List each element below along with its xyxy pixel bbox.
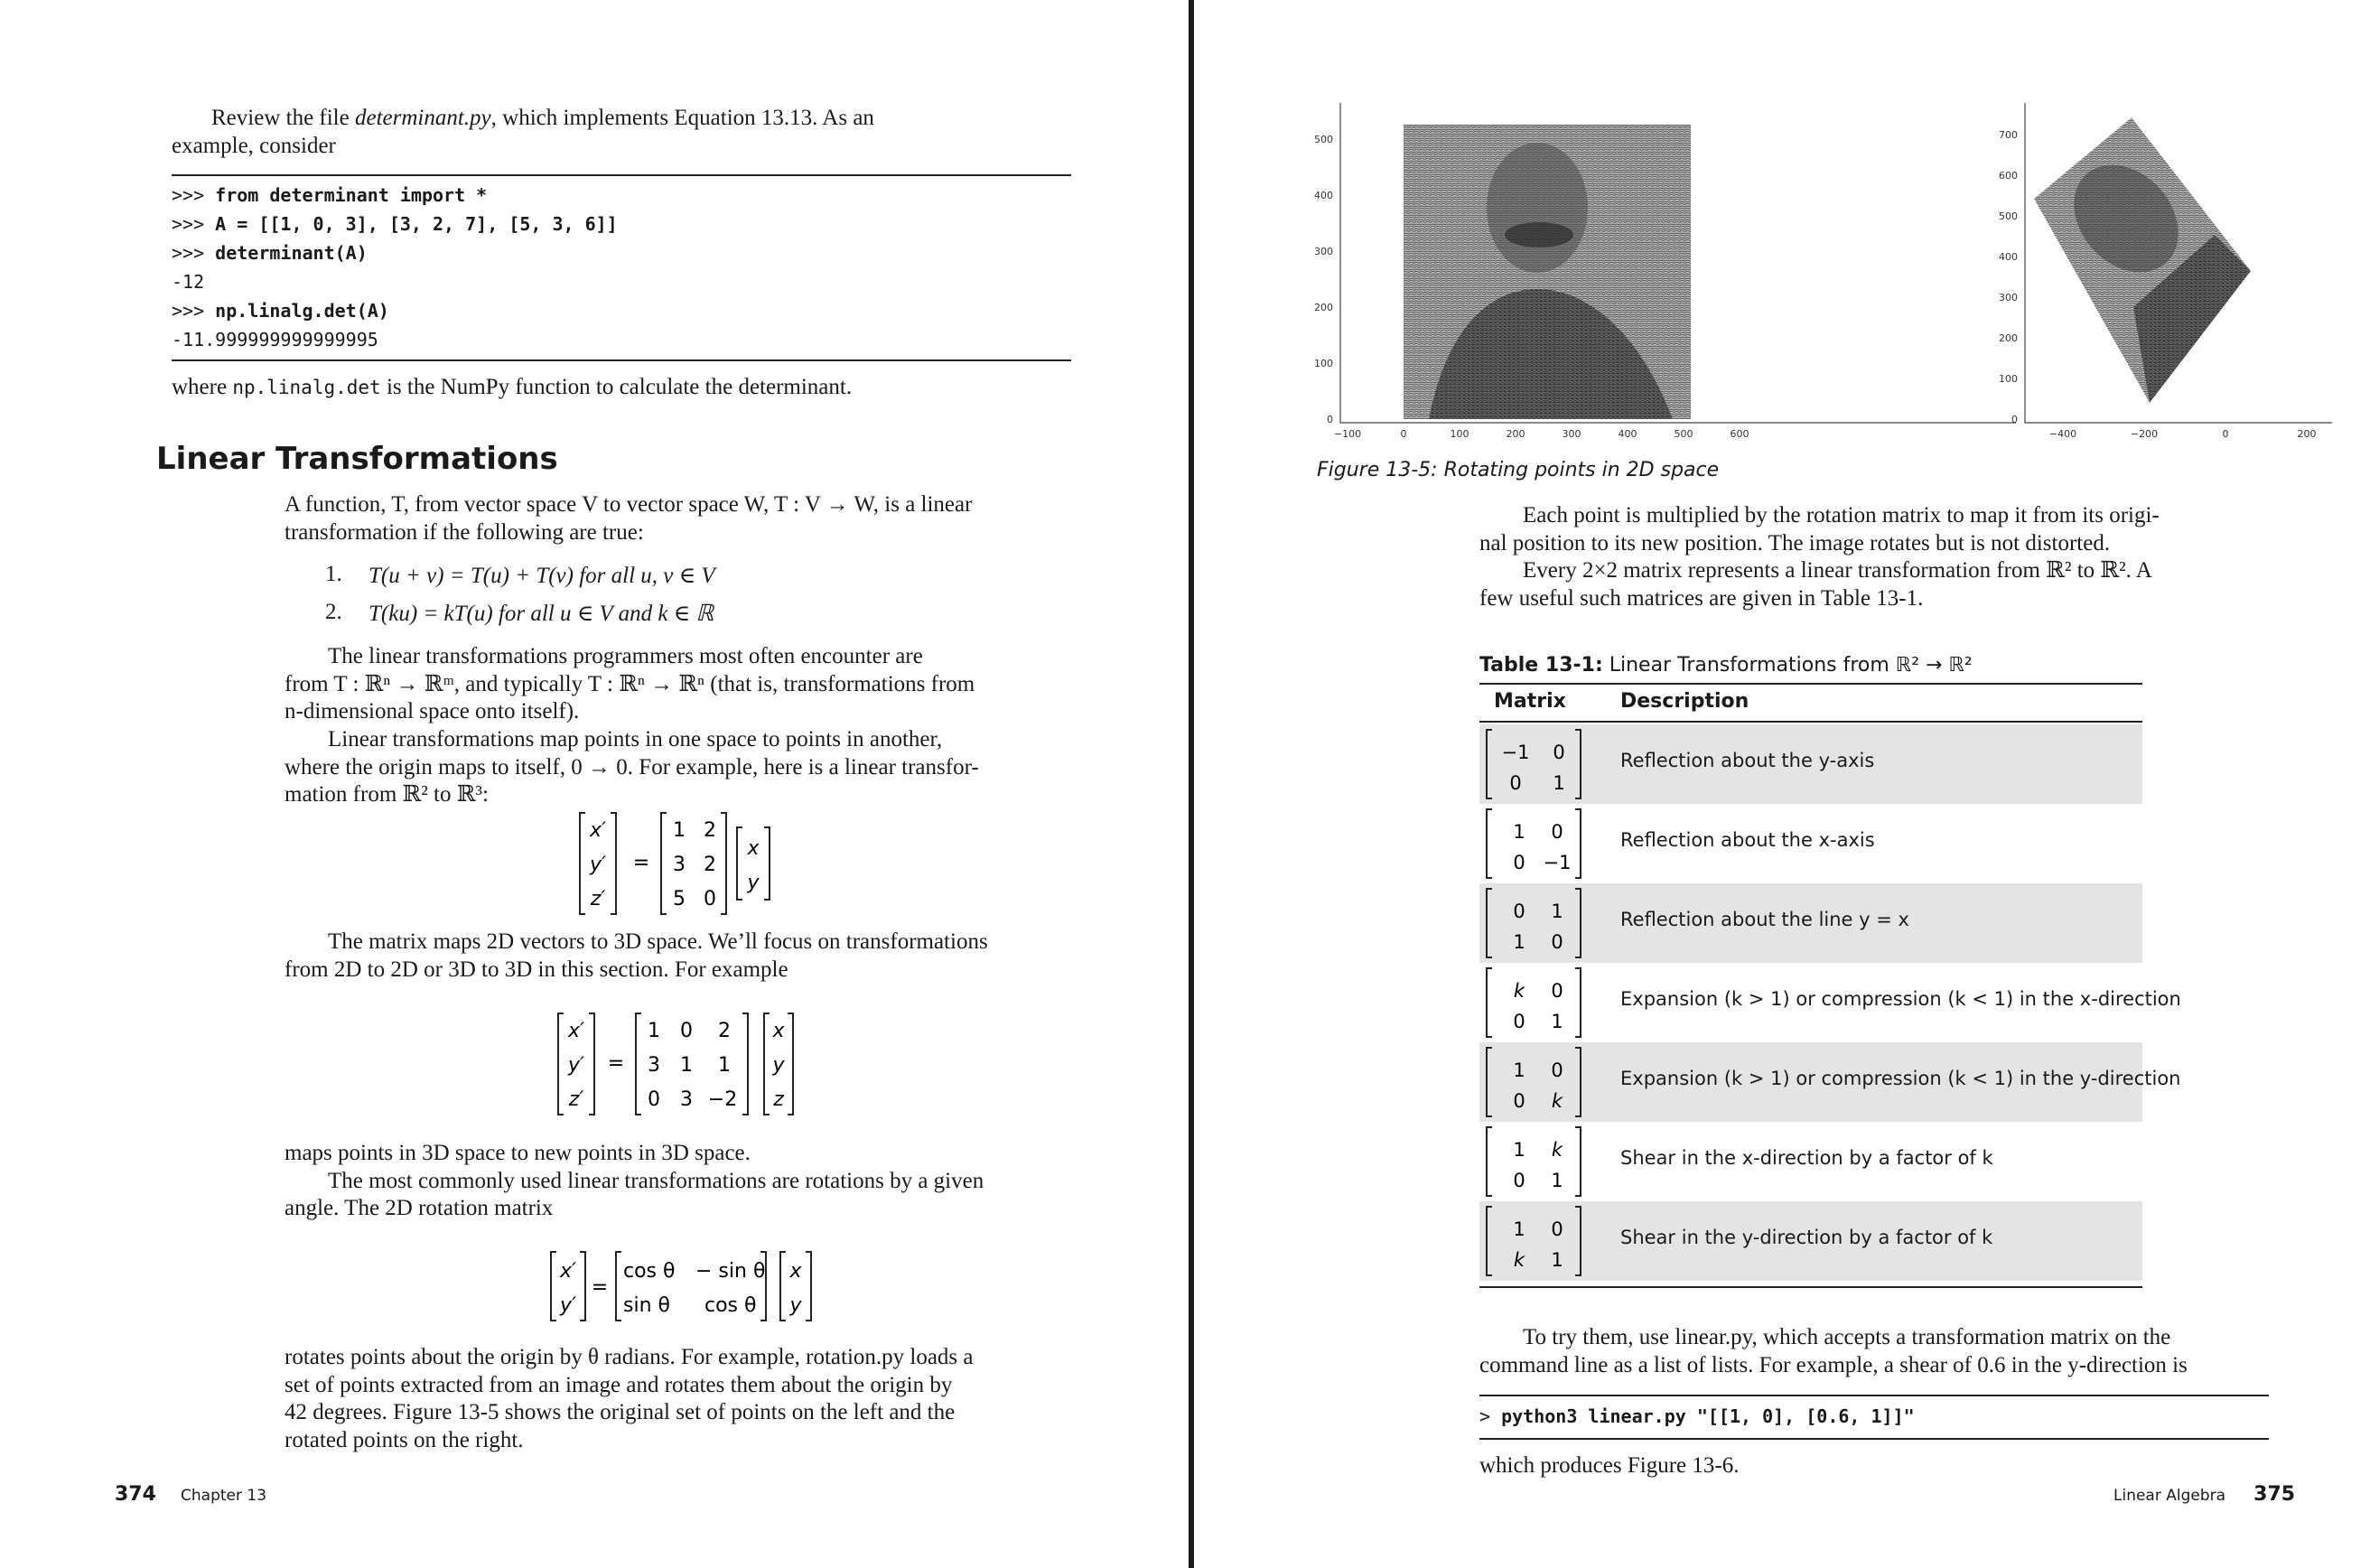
eq1-lhs-vector — [580, 813, 616, 914]
table-row — [1479, 1201, 2142, 1281]
code-line-2: >>> A = [[1, 0, 3], [3, 2, 7], [5, 3, 6]] — [172, 213, 618, 235]
command-top-rule — [1479, 1395, 2269, 1396]
section-label: Linear Algebra — [2113, 1487, 2226, 1505]
plot-left-ytick-2: 200 — [1314, 302, 1333, 313]
eq1-lhs-1: y′ — [589, 854, 607, 876]
eq1-m-1-1: 2 — [704, 854, 716, 876]
plot-left-ytick-3: 300 — [1314, 246, 1333, 257]
row-description: Shear in the y-direction by a factor of k — [1620, 1227, 1993, 1248]
eq1-matrix — [661, 813, 726, 914]
matrix-cell — [1479, 883, 1588, 963]
eq2-m-2-0: 0 — [648, 1088, 660, 1111]
eq3-lhs-vector — [551, 1252, 585, 1321]
eq3-m-0-0: cos θ — [623, 1260, 676, 1283]
row-2-m-1-1: 0 — [1551, 931, 1563, 953]
paragraph-matrix-maps: The matrix maps 2D vectors to 3D space. We’ll focus on transformations from 2D to 2D or 3D to 3D in this section. For example — [285, 929, 988, 982]
definition-paragraph: A function, T, from vector space V to vector space W, T : V → W, is a linear transformation if the following are true: — [285, 492, 973, 545]
row-6-m-0-0: 1 — [1513, 1218, 1525, 1240]
where-sentence: where np.linalg.det is the NumPy function to calculate the determinant. — [172, 375, 853, 399]
row-3-m-1-0: 0 — [1513, 1011, 1525, 1032]
paragraph-produces-figure: which produces Figure 13-6. — [1479, 1453, 1740, 1478]
equation-2d-to-3d — [578, 809, 786, 918]
code-line-4: >>> np.linalg.det(A) — [172, 300, 389, 322]
figure-caption: Figure 13-5: Rotating points in 2D space — [1317, 459, 1720, 481]
row-0-m-1-1: 1 — [1553, 772, 1565, 794]
paragraph-common-transformations: The linear transformations programmers most often encounter are from T : ℝⁿ → ℝᵐ, and typically T : ℝⁿ → ℝⁿ (that is, transformations from n-dimensional space onto itself). — [285, 644, 975, 723]
code-line-1: >>> from determinant import * — [172, 184, 488, 206]
row-4-m-0-1: 0 — [1551, 1059, 1563, 1081]
eq2-equals: = — [607, 1052, 625, 1075]
table-title: Table 13-1: Linear Transformations from ℝ² → ℝ² — [1479, 654, 1973, 677]
matrix-cell — [1479, 1122, 1588, 1201]
row-6-m-0-1: 0 — [1551, 1218, 1563, 1240]
paragraph-try-linear: To try them, use linear.py, which accepts a transformation matrix on the command line as a list of lists. For example, a shear of 0.6 in the y-direction is — [1479, 1325, 2188, 1377]
eq2-m-1-1: 1 — [680, 1054, 693, 1077]
intro-paragraph: Review the file determinant.py, which implements Equation 13.13. As an example, consider — [172, 106, 874, 158]
matrix-cell — [1479, 1201, 1588, 1281]
row-description: Reflection about the line y = x — [1620, 909, 1909, 930]
row-4-m-1-1: k — [1551, 1090, 1563, 1112]
table-header-matrix: Matrix — [1494, 690, 1566, 713]
matrix-cell — [1479, 724, 1588, 804]
eq1-m-2-0: 5 — [673, 888, 686, 910]
eq2-rhs-vector — [764, 1013, 793, 1115]
eq1-m-0-1: 2 — [704, 819, 716, 842]
plot-right-ytick-6: 600 — [1999, 170, 2018, 182]
plot-right-ytick-3: 300 — [1999, 292, 2018, 303]
code-top-rule — [172, 174, 1071, 176]
plot-right-ytick-7: 700 — [1999, 129, 2018, 141]
table-row — [1479, 1122, 2142, 1201]
eq2-m-2-2: −2 — [707, 1088, 738, 1111]
plot-right-xtick-2: 0 — [2222, 428, 2229, 440]
eq3-rhs-1: y — [789, 1294, 802, 1317]
plot-right-xtick-1: −200 — [2130, 428, 2159, 440]
portrait-points-original — [1404, 125, 1691, 419]
eq2-lhs-1: y′ — [567, 1054, 585, 1077]
eq1-lhs-2: z′ — [590, 888, 606, 910]
matrix-cell — [1479, 963, 1588, 1042]
row-5-m-0-0: 1 — [1513, 1139, 1525, 1161]
eq1-rhs-vector — [737, 827, 770, 900]
eq3-lhs-0: x′ — [559, 1260, 577, 1283]
eq1-rhs-1: y — [747, 872, 760, 894]
eq2-rhs-1: y — [772, 1054, 785, 1077]
eq3-rhs-0: x — [789, 1260, 802, 1283]
table-row — [1479, 724, 2142, 804]
row-3-m-1-1: 1 — [1551, 1011, 1563, 1032]
table-top-rule — [1479, 683, 2142, 685]
paragraph-rotation-explained: Each point is multiplied by the rotation matrix to map it from its origi- nal position to its new position. The image rotates but is not distorted. Every 2×2 matrix represents a linear transformation from ℝ² to ℝ². A few useful such matrices are given in Table 13-1. — [1479, 503, 2160, 611]
plot-left-ytick-0: 0 — [1327, 414, 1333, 425]
plot-right-ytick-0: 0 — [2011, 414, 2018, 425]
table-bottom-rule — [1479, 1286, 2142, 1288]
plot-right-y-ticks — [1999, 129, 2018, 425]
eq3-m-1-0: sin θ — [623, 1294, 670, 1317]
plot-left-ytick-1: 100 — [1314, 358, 1333, 369]
row-description: Expansion (k > 1) or compression (k < 1) in the x-direction — [1620, 988, 2181, 1010]
portrait-points-rotated — [2034, 117, 2251, 403]
section-heading: Linear Transformations — [156, 441, 558, 477]
eq1-rhs-0: x — [747, 837, 760, 860]
plot-right-ytick-2: 200 — [1999, 332, 2018, 344]
row-6-m-1-0: k — [1513, 1249, 1525, 1271]
eq1-m-0-0: 1 — [673, 819, 686, 842]
plot-left-xtick-7: 600 — [1730, 428, 1749, 440]
eq2-m-0-2: 2 — [718, 1020, 731, 1042]
row-1-m-0-1: 0 — [1551, 821, 1563, 843]
row-3-m-0-0: k — [1513, 980, 1525, 1002]
plot-right-x-ticks — [2049, 428, 2317, 440]
plot-left-xtick-4: 300 — [1562, 428, 1581, 440]
eq2-rhs-2: z — [773, 1088, 784, 1111]
row-0-m-0-1: 0 — [1553, 742, 1565, 763]
plot-right-ytick-4: 400 — [1999, 251, 2018, 263]
plot-left-xtick-0: −100 — [1333, 428, 1362, 440]
eq3-m-0-1: − sin θ — [695, 1260, 766, 1283]
eq3-m-1-1: cos θ — [704, 1294, 757, 1317]
row-5-m-0-1: k — [1551, 1139, 1563, 1161]
left-page: Review the file determinant.py, which implements Equation 13.13. As an example, consider >>> from determinant import * >>> A = [[1, 0, 3], [3, 2, 7], [5, 3, 6]] >>> determinant(A) -12 >>> np.linalg.det(A) -11.999999999999995 where np.linalg.det is the NumPy function to calculate the determinant. Linear Transformations A function, T, from vector space V to vector space W, T : V → W, is a linear transformation if the following are true: 1. T(u + v) = T(u) + T(v) for all u, v ∈ V 2. T(ku) = kT(u) for all u ∈ V and k ∈ ℝ The linear transformations programmers most often encounter are from T : ℝⁿ → ℝᵐ, and typically T : ℝⁿ → ℝⁿ (that is, transformations from n-dimensional space onto itself). Linear transformations map points in one space to points in another, where the origin maps to itself, 0 → 0. For example, here is a linear transfor- mation from ℝ² to ℝ³: x′ y′ z′ = 1 2 3 2 5 0 x y The matrix maps 2D vectors to 3D space. We’ll focus on transformations from 2D to 2D or 3D to 3D in this section. For example x′ y′ z′ = 1 0 2 3 1 1 0 3 −2 x y z maps points in 3D space to new points in 3D space. The most commonly used linear transformations are rotations by a given angle. The 2D rotation matrix x′ y′ = cos θ − sin θ sin θ cos θ x y rotates points about the origin by θ radians. For example, rotation.py loads a set of points extracted from an image and rotates them about the origin by 42 degrees. Figure 13-5 shows the original set of points on the left and the rotated points on the right. 374 Chapter 13 — [0, 0, 1189, 1568]
row-0-m-1-0: 0 — [1509, 772, 1522, 794]
plot-original-points — [1314, 103, 2016, 440]
eq2-matrix — [636, 1013, 748, 1115]
equation-3d-to-3d — [556, 1010, 809, 1118]
figure-13-5 — [1311, 99, 2332, 452]
plot-left-xtick-5: 400 — [1618, 428, 1637, 440]
eq2-rhs-0: x — [772, 1020, 785, 1042]
page-number-374: 374 — [115, 1483, 156, 1506]
left-page-folio — [115, 1483, 266, 1506]
plot-right-ytick-1: 100 — [1999, 373, 2018, 385]
command-bottom-rule — [1479, 1438, 2269, 1440]
eq2-m-0-0: 1 — [648, 1020, 660, 1042]
row-3-m-0-1: 0 — [1551, 980, 1563, 1002]
page-number-375: 375 — [2253, 1483, 2296, 1506]
table-row — [1479, 883, 2142, 963]
paragraph-origin-maps: Linear transformations map points in one space to points in another, where the origin maps to itself, 0 → 0. For example, here is a linear transfor- mation from ℝ² to ℝ³: — [285, 727, 979, 807]
row-5-m-1-1: 1 — [1551, 1170, 1563, 1191]
code-output-2: -11.999999999999995 — [172, 329, 378, 350]
table-header-description: Description — [1620, 690, 1749, 713]
plot-left-xtick-3: 200 — [1506, 428, 1525, 440]
row-description: Shear in the x-direction by a factor of k — [1620, 1147, 1993, 1169]
eq2-m-2-1: 3 — [680, 1088, 693, 1111]
plot-left-xtick-6: 500 — [1674, 428, 1693, 440]
eq2-m-0-1: 0 — [680, 1020, 693, 1042]
right-page — [1194, 0, 2379, 1568]
table-header-rule — [1479, 721, 2142, 723]
eq2-m-1-2: 1 — [718, 1054, 731, 1077]
eq1-m-1-0: 3 — [673, 854, 686, 876]
matrix-cell — [1479, 1042, 1588, 1122]
row-2-m-1-0: 1 — [1513, 931, 1525, 953]
plot-rotated-points — [1999, 103, 2332, 440]
eq1-lhs-0: x′ — [589, 819, 607, 842]
eq2-lhs-0: x′ — [567, 1020, 585, 1042]
table-row — [1479, 1042, 2181, 1122]
chapter-label: Chapter 13 — [181, 1487, 267, 1505]
plot-left-x-ticks — [1334, 428, 1749, 440]
eq3-lhs-1: y′ — [559, 1294, 577, 1317]
paragraph-rotation-example: rotates points about the origin by θ radians. For example, rotation.py loads a set of points extracted from an image and rotates them about the origin by 42 degrees. Figure 13-5 shows the original set of points on the left and the rotated points on the right. — [285, 1345, 974, 1452]
plot-left-ytick-4: 400 — [1314, 190, 1333, 201]
row-6-m-1-1: 1 — [1551, 1249, 1563, 1271]
eq2-lhs-2: z′ — [568, 1088, 584, 1111]
matrix-cell — [1479, 804, 1588, 883]
row-1-m-1-0: 0 — [1513, 852, 1525, 873]
plot-right-xtick-3: 200 — [2297, 428, 2317, 440]
plot-left-xtick-1: 0 — [1400, 428, 1407, 440]
eq2-m-1-0: 3 — [648, 1054, 660, 1077]
plot-left-xtick-2: 100 — [1450, 428, 1469, 440]
row-4-m-1-0: 0 — [1513, 1090, 1525, 1112]
command-line: > python3 linear.py "[[1, 0], [0.6, 1]]" — [1479, 1405, 1915, 1427]
transformations-table — [1479, 724, 2181, 1284]
table-row — [1479, 963, 2181, 1042]
paragraph-3d-points: maps points in 3D space to new points in 3D space. The most commonly used linear transformations are rotations by a given angle. The 2D rotation matrix — [285, 1141, 984, 1220]
row-description: Reflection about the y-axis — [1620, 750, 1875, 771]
plot-right-xtick-0: −400 — [2048, 428, 2077, 440]
code-line-3: >>> determinant(A) — [172, 242, 368, 264]
row-2-m-0-0: 0 — [1513, 901, 1525, 922]
eq3-equals: = — [591, 1276, 609, 1299]
eq3-matrix — [616, 1252, 766, 1321]
row-1-m-1-1: −1 — [1543, 852, 1572, 873]
row-5-m-1-0: 0 — [1513, 1170, 1525, 1191]
eq1-m-2-1: 0 — [704, 888, 716, 910]
row-description: Expansion (k > 1) or compression (k < 1) in the y-direction — [1620, 1068, 2181, 1089]
plot-left-ytick-5: 500 — [1314, 134, 1333, 145]
row-description: Reflection about the x-axis — [1620, 829, 1875, 851]
row-1-m-0-0: 1 — [1513, 821, 1525, 843]
plot-left-y-ticks — [1314, 134, 1333, 425]
plot-right-ytick-5: 500 — [1999, 210, 2018, 222]
table-row — [1479, 804, 2142, 883]
row-4-m-0-0: 1 — [1513, 1059, 1525, 1081]
row-0-m-0-0: −1 — [1501, 742, 1530, 763]
row-2-m-0-1: 1 — [1551, 901, 1563, 922]
eq2-lhs-vector — [558, 1013, 594, 1115]
eq3-rhs-vector — [780, 1252, 811, 1321]
code-bottom-rule — [172, 359, 1071, 361]
equation-rotation-matrix — [549, 1248, 820, 1324]
eq1-equals: = — [632, 852, 650, 874]
code-output-1: -12 — [172, 271, 205, 293]
right-page-folio — [2113, 1483, 2295, 1506]
